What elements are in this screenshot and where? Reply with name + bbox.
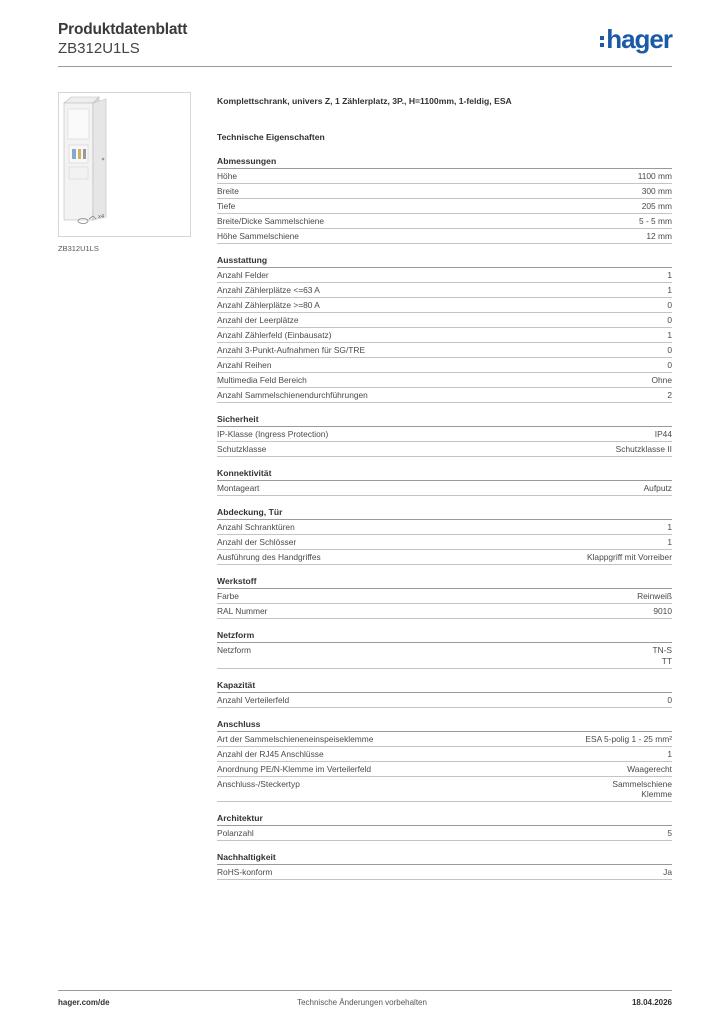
- property-label: Breite/Dicke Sammelschiene: [217, 216, 325, 226]
- property-value: [616, 444, 672, 455]
- section: [217, 413, 672, 457]
- property-value-line: 1: [667, 537, 672, 547]
- cabinet-illustration: [59, 93, 190, 236]
- section-title: Architektur: [217, 812, 672, 826]
- property-value-line: Klappgriff mit Vorreiber: [586, 552, 672, 562]
- property-value: [585, 734, 672, 745]
- property-value-line: Ohne: [651, 375, 672, 385]
- property-value: [667, 360, 672, 371]
- property-label: Anzahl Zählerplätze >=80 A: [217, 300, 320, 310]
- property-value-line: Ja: [663, 867, 672, 877]
- section-title: Nachhaltigkeit: [217, 851, 672, 865]
- property-value: [667, 537, 672, 548]
- section-title: Abdeckung, Tür: [217, 506, 672, 520]
- property-row: [217, 865, 672, 880]
- logo-dots-icon: [600, 36, 604, 47]
- property-row: [217, 283, 672, 298]
- property-label: Anzahl der Schlösser: [217, 537, 297, 547]
- property-value-line: Reinweiß: [637, 591, 672, 601]
- property-value-line: 0: [667, 345, 672, 355]
- property-label: RAL Nummer: [217, 606, 268, 616]
- property-row: [217, 229, 672, 244]
- section-title: Anschluss: [217, 718, 672, 732]
- property-row: [217, 427, 672, 442]
- section: [217, 467, 672, 496]
- property-label: Netzform: [217, 645, 251, 655]
- property-value: [653, 606, 672, 617]
- property-value-line: 205 mm: [641, 201, 672, 211]
- property-label: Anzahl Sammelschienendurchführungen: [217, 390, 368, 400]
- property-value: [667, 345, 672, 356]
- footer-divider: [58, 990, 672, 991]
- property-label: Anzahl Reihen: [217, 360, 272, 370]
- property-value-line: 9010: [653, 606, 672, 616]
- section-title: Ausstattung: [217, 254, 672, 268]
- property-row: [217, 358, 672, 373]
- property-row: [217, 747, 672, 762]
- section: [217, 718, 672, 803]
- property-value: [667, 522, 672, 533]
- property-label: Art der Sammelschieneneinspeiseklemme: [217, 733, 374, 744]
- property-label: Farbe: [217, 591, 239, 601]
- property-value-line: 0: [667, 694, 672, 705]
- property-value: [655, 429, 672, 440]
- content-area: [217, 95, 672, 890]
- property-row: [217, 481, 672, 496]
- property-row: [217, 298, 672, 313]
- footer-website[interactable]: hager.com/de: [58, 998, 110, 1007]
- property-label: Anzahl Felder: [217, 270, 269, 280]
- property-value-line: 12 mm: [646, 231, 672, 241]
- property-value-line: 0: [667, 300, 672, 310]
- property-value: [639, 216, 672, 227]
- section: [217, 629, 672, 669]
- property-value: [667, 270, 672, 281]
- image-caption: ZB312U1LS: [58, 244, 99, 253]
- property-value: [638, 171, 672, 182]
- property-value-line: Klemme: [641, 789, 672, 799]
- property-row: [217, 643, 672, 669]
- property-row: [217, 762, 672, 777]
- section: [217, 155, 672, 244]
- property-row: [217, 732, 672, 747]
- property-value-line: 1: [667, 270, 672, 280]
- property-row: [217, 589, 672, 604]
- property-value: [644, 483, 672, 494]
- property-row: [217, 777, 672, 803]
- property-value-line: 1100 mm: [637, 171, 672, 181]
- property-value: [642, 201, 672, 212]
- property-label: Anzahl Zählerfeld (Einbausatz): [217, 330, 332, 340]
- property-label: Anordnung PE/N-Klemme im Verteilerfeld: [217, 763, 372, 774]
- property-value: [652, 375, 673, 386]
- section: [217, 679, 672, 708]
- page-header: [58, 20, 187, 58]
- property-row: [217, 184, 672, 199]
- property-value: [642, 186, 672, 197]
- property-value: [667, 390, 672, 401]
- svg-text:x4: x4: [98, 214, 105, 220]
- properties-sections: [217, 155, 672, 880]
- property-value-line: 300 mm: [641, 186, 672, 196]
- technical-properties-heading: Technische Eigenschaften: [217, 132, 325, 142]
- property-value: [667, 315, 672, 326]
- property-label: Tiefe: [217, 201, 236, 211]
- property-label: Breite: [217, 186, 239, 196]
- property-value-line: Aufputz: [643, 483, 672, 493]
- property-label: Anzahl 3-Punkt-Aufnahmen für SG/TRE: [217, 345, 366, 355]
- property-value-line: 5: [667, 828, 672, 838]
- document-title: Produktdatenblatt: [58, 21, 188, 38]
- property-value-line: Sammelschiene: [612, 778, 672, 789]
- product-description: Komplettschrank, univers Z, 1 Zählerplatz, 3P., H=1100mm, 1-feldig, ESA: [217, 96, 512, 106]
- property-row: [217, 388, 672, 403]
- property-row: [217, 268, 672, 283]
- section-title: Netzform: [217, 629, 672, 643]
- property-label: Anzahl Schranktüren: [217, 522, 295, 532]
- property-label: Ausführung des Handgriffes: [217, 552, 321, 562]
- property-value: [646, 231, 672, 242]
- section-title: Abmessungen: [217, 155, 672, 169]
- property-label: Anzahl Verteilerfeld: [217, 694, 290, 705]
- property-value: [667, 330, 672, 341]
- property-label: RoHS-konform: [217, 867, 273, 877]
- section-title: Konnektivität: [217, 467, 672, 481]
- property-label: Multimedia Feld Bereich: [217, 375, 307, 385]
- property-row: [217, 550, 672, 565]
- section-title: Sicherheit: [217, 413, 672, 427]
- property-value: [652, 645, 672, 666]
- property-row: [217, 313, 672, 328]
- footer-date: 18.04.2026: [631, 998, 672, 1007]
- product-code: ZB312U1LS: [58, 40, 140, 57]
- property-value: [667, 300, 672, 311]
- property-row: [217, 535, 672, 550]
- property-value-line: 1: [667, 330, 672, 340]
- section: [217, 254, 672, 403]
- property-label: Anzahl der Leerplätze: [217, 315, 299, 325]
- property-row: [217, 343, 672, 358]
- property-row: [217, 442, 672, 457]
- section: [217, 575, 672, 619]
- property-label: Anschluss-/Steckertyp: [217, 778, 300, 789]
- property-value-line: IP44: [654, 429, 672, 439]
- footer-notice: Technische Änderungen vorbehalten: [297, 998, 427, 1007]
- property-label: Höhe Sammelschiene: [217, 231, 299, 241]
- property-label: Höhe: [217, 171, 238, 181]
- property-value-line: TN-S: [652, 645, 672, 655]
- section: [217, 812, 672, 841]
- property-row: [217, 169, 672, 184]
- property-value-line: 1: [667, 748, 672, 759]
- property-value-line: 5 - 5 mm: [638, 216, 672, 226]
- property-row: [217, 520, 672, 535]
- property-row: [217, 826, 672, 841]
- property-value-line: 1: [667, 285, 672, 295]
- property-value: [612, 779, 672, 800]
- product-image: [58, 92, 191, 237]
- property-value: [663, 867, 672, 878]
- property-value: [667, 695, 672, 706]
- logo-text: hager: [606, 24, 672, 54]
- property-value: [627, 764, 672, 775]
- property-value-line: 0: [667, 360, 672, 370]
- property-row: [217, 199, 672, 214]
- property-value: [587, 552, 672, 563]
- property-label: Polanzahl: [217, 828, 254, 838]
- property-row: [217, 214, 672, 229]
- property-value-line: TT: [661, 655, 672, 666]
- property-value: [667, 749, 672, 760]
- property-label: Schutzklasse: [217, 444, 267, 454]
- property-row: [217, 693, 672, 708]
- property-row: [217, 328, 672, 343]
- section: [217, 851, 672, 880]
- property-label: Anzahl der RJ45 Anschlüsse: [217, 748, 324, 759]
- header-divider: [58, 66, 672, 67]
- section: [217, 506, 672, 565]
- property-value-line: 1: [667, 522, 672, 532]
- property-value-line: 2: [667, 390, 672, 400]
- section-title: Kapazität: [217, 679, 672, 693]
- property-label: Anzahl Zählerplätze <=63 A: [217, 285, 320, 295]
- property-value: [667, 285, 672, 296]
- property-value-line: ESA 5-polig 1 - 25 mm²: [585, 733, 672, 744]
- property-row: [217, 604, 672, 619]
- property-value: [667, 828, 672, 839]
- property-value-line: 0: [667, 315, 672, 325]
- property-row: [217, 373, 672, 388]
- property-value-line: Schutzklasse II: [615, 444, 672, 454]
- property-label: IP-Klasse (Ingress Protection): [217, 429, 329, 439]
- hager-logo: [600, 24, 672, 54]
- property-value: [637, 591, 672, 602]
- property-value-line: Waagerecht: [627, 763, 672, 774]
- property-label: Montageart: [217, 483, 260, 493]
- section-title: Werkstoff: [217, 575, 672, 589]
